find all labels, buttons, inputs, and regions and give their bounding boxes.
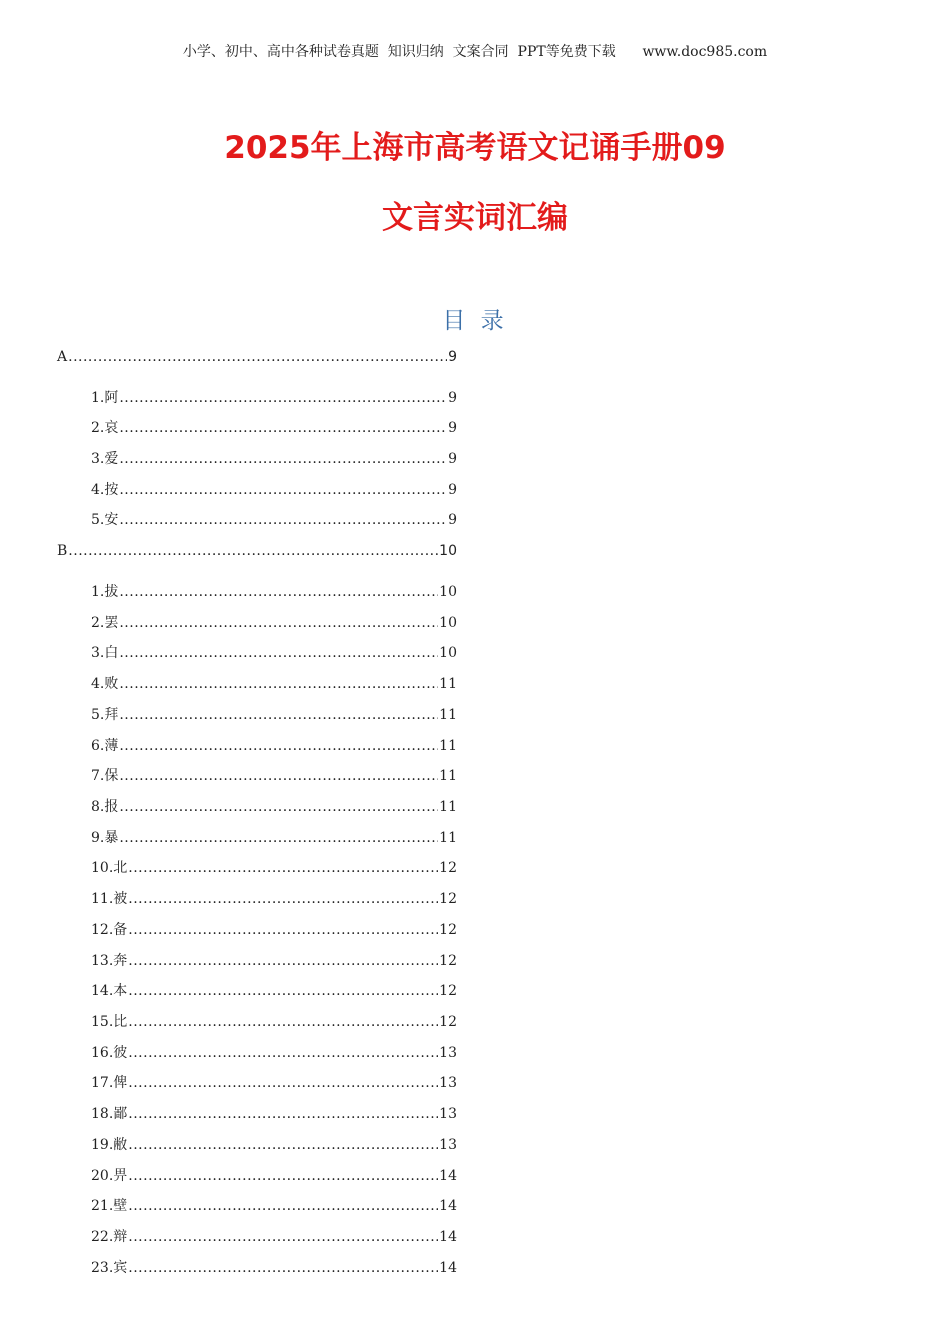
toc-entry-b13[interactable] xyxy=(91,951,457,971)
toc-page: 10 xyxy=(439,543,457,559)
toc-entry-b8[interactable] xyxy=(91,797,457,817)
toc-label: 21.壁 xyxy=(91,1198,128,1214)
toc-section-b[interactable] xyxy=(57,541,457,561)
toc-page: 11 xyxy=(439,768,457,784)
toc-entry-b2[interactable] xyxy=(91,613,457,633)
toc-entry-b16[interactable] xyxy=(91,1043,457,1063)
toc-label: 4.败 xyxy=(91,676,119,692)
toc-entry-b6[interactable] xyxy=(91,736,457,756)
toc-entry-b20[interactable] xyxy=(91,1166,457,1186)
toc-entry-b14[interactable] xyxy=(91,981,457,1001)
toc-entry-a5[interactable] xyxy=(91,510,457,530)
toc-page: 12 xyxy=(439,891,457,907)
toc-page: 13 xyxy=(439,1075,457,1091)
toc-entry-b18[interactable] xyxy=(91,1104,457,1124)
toc-entry-b23[interactable] xyxy=(91,1258,457,1278)
toc-page: 10 xyxy=(439,615,457,631)
toc-page: 14 xyxy=(439,1168,457,1184)
toc-entry-b19[interactable] xyxy=(91,1135,457,1155)
toc-label: 15.比 xyxy=(91,1014,128,1030)
document-subtitle: 文言实词汇编 xyxy=(382,200,568,236)
toc-page: 9 xyxy=(448,482,457,498)
toc-label: 11.被 xyxy=(91,891,128,907)
toc-label: 22.辩 xyxy=(91,1229,128,1245)
toc-page: 12 xyxy=(439,953,457,969)
toc-page: 11 xyxy=(439,707,457,723)
toc-label: 5.拜 xyxy=(91,707,119,723)
toc-entry-b12[interactable] xyxy=(91,920,457,940)
toc-entry-b3[interactable] xyxy=(91,643,457,663)
toc-page: 11 xyxy=(439,799,457,815)
toc-page: 14 xyxy=(439,1260,457,1276)
page-header xyxy=(0,41,950,61)
toc-label: 5.安 xyxy=(91,512,119,528)
toc-page: 14 xyxy=(439,1229,457,1245)
toc-label: 12.备 xyxy=(91,922,128,938)
toc-entry-b7[interactable] xyxy=(91,766,457,786)
toc-page: 10 xyxy=(439,584,457,600)
toc-label: 13.奔 xyxy=(91,953,128,969)
toc-page: 11 xyxy=(439,676,457,692)
toc-label: 3.爱 xyxy=(91,451,119,467)
toc-entry-b9[interactable] xyxy=(91,828,457,848)
toc-entry-a4[interactable] xyxy=(91,480,457,500)
toc-label: 9.暴 xyxy=(91,830,119,846)
toc-entry-a3[interactable] xyxy=(91,449,457,469)
toc-label: 1.拔 xyxy=(91,584,119,600)
toc-entry-b10[interactable] xyxy=(91,858,457,878)
toc-page: 9 xyxy=(448,420,457,436)
toc-entry-b4[interactable] xyxy=(91,674,457,694)
toc-page: 12 xyxy=(439,983,457,999)
toc-page: 9 xyxy=(448,512,457,528)
toc-label: 7.保 xyxy=(91,768,119,784)
toc-label: 23.宾 xyxy=(91,1260,128,1276)
toc-label: 4.按 xyxy=(91,482,119,498)
toc-entry-b21[interactable] xyxy=(91,1196,457,1216)
toc-label: 8.报 xyxy=(91,799,119,815)
header-left-text: 小学、初中、高中各种试卷真题 知识归纳 文案合同 PPT等免费下载 xyxy=(182,44,616,60)
toc-label: 14.本 xyxy=(91,983,128,999)
toc-entry-a1[interactable] xyxy=(91,388,457,408)
toc-page: 14 xyxy=(439,1198,457,1214)
toc-page: 12 xyxy=(439,922,457,938)
toc-entry-b15[interactable] xyxy=(91,1012,457,1032)
toc-entry-b11[interactable] xyxy=(91,889,457,909)
toc-label: 2.罢 xyxy=(91,615,119,631)
toc-entry-b17[interactable] xyxy=(91,1073,457,1093)
toc-entry-b22[interactable] xyxy=(91,1227,457,1247)
toc-page: 13 xyxy=(439,1137,457,1153)
toc-page: 13 xyxy=(439,1045,457,1061)
toc-label: 16.彼 xyxy=(91,1045,128,1061)
toc-page: 13 xyxy=(439,1106,457,1122)
toc-label: 19.敝 xyxy=(91,1137,128,1153)
toc-label: 6.薄 xyxy=(91,738,119,754)
toc-label: B xyxy=(57,543,68,559)
toc-entry-a2[interactable] xyxy=(91,418,457,438)
toc-label: 10.北 xyxy=(91,860,128,876)
toc-label: 18.鄙 xyxy=(91,1106,128,1122)
toc-page: 12 xyxy=(439,1014,457,1030)
toc-label: 17.俾 xyxy=(91,1075,128,1091)
toc-page: 11 xyxy=(439,738,457,754)
toc-label: 1.阿 xyxy=(91,390,119,406)
toc-entry-b5[interactable] xyxy=(91,705,457,725)
toc-label: 20.畀 xyxy=(91,1168,128,1184)
toc-label: 3.白 xyxy=(91,645,119,661)
toc-label: 2.哀 xyxy=(91,420,119,436)
document-title: 2025年上海市高考语文记诵手册09 xyxy=(224,130,726,166)
toc-page: 12 xyxy=(439,860,457,876)
toc-page: 9 xyxy=(448,451,457,467)
toc-page: 11 xyxy=(439,830,457,846)
toc-section-a[interactable] xyxy=(57,347,457,367)
toc-page: 10 xyxy=(439,645,457,661)
toc-label: A xyxy=(57,349,68,365)
toc-heading: 目 录 xyxy=(442,308,508,334)
header-website-link[interactable]: www.doc985.com xyxy=(642,44,768,60)
toc-page: 9 xyxy=(448,390,457,406)
toc-entry-b1[interactable] xyxy=(91,582,457,602)
toc-page: 9 xyxy=(448,349,457,365)
